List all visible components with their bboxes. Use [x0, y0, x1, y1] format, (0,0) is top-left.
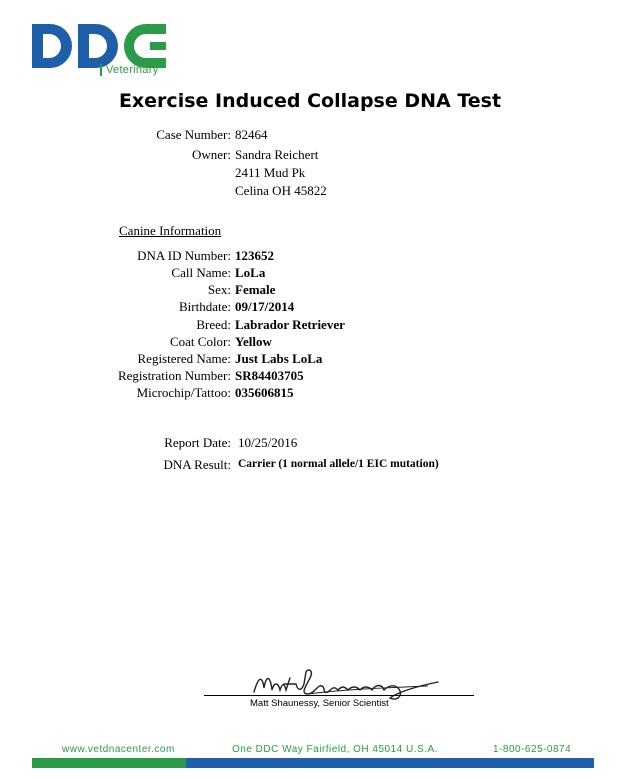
field-label: Microchip/Tattoo: [136, 385, 231, 400]
report-date-label: Report Date: [164, 435, 231, 450]
footer-phone: 1-800-625-0874 [493, 744, 572, 755]
owner-name: Sandra Reichert [235, 147, 319, 162]
report-date-value: 10/25/2016 [238, 435, 298, 450]
footer-bar-blue [186, 758, 594, 768]
dna-result-label: DNA Result: [163, 457, 231, 472]
field-value: 123652 [235, 248, 274, 263]
dna-result-value: Carrier (1 normal allele/1 EIC mutation) [238, 458, 439, 470]
field-value: Just Labs LoLa [235, 351, 323, 366]
field-label: Breed: [196, 317, 231, 332]
field-value: 035606815 [235, 385, 294, 400]
document-title: Exercise Induced Collapse DNA Test [118, 90, 502, 112]
case-number-label: Case Number: [156, 127, 231, 142]
field-value: LoLa [235, 265, 266, 280]
field-value: Female [235, 282, 276, 297]
field-label: Registered Name: [137, 351, 231, 366]
signer-name: Matt Shaunessy, Senior Scientist [250, 698, 389, 709]
canine-info-heading: Canine Information [119, 223, 222, 238]
field-label: DNA ID Number: [137, 248, 231, 263]
owner-label: Owner: [192, 147, 231, 162]
field-label: Call Name: [171, 265, 231, 280]
field-label: Coat Color: [169, 334, 231, 349]
field-value: Yellow [235, 334, 272, 349]
field-label: Registration Number: [117, 368, 231, 383]
footer-website: www.vetdnacenter.com [62, 744, 175, 755]
field-value: Labrador Retriever [235, 317, 345, 332]
field-value: SR84403705 [235, 368, 304, 383]
field-label: Birthdate: [179, 299, 231, 314]
field-label: Sex: [207, 282, 231, 297]
field-value: 09/17/2014 [235, 299, 295, 314]
footer-bar-green [32, 758, 186, 768]
owner-address-line1: 2411 Mud Pk [235, 165, 306, 180]
logo-sub-label: Veterinary [100, 64, 159, 76]
case-number-value: 82464 [235, 127, 268, 142]
signature-line [204, 695, 474, 696]
owner-address-line2: Celina OH 45822 [235, 183, 327, 198]
footer-address: One DDC Way Fairfield, OH 45014 U.S.A. [232, 744, 438, 755]
